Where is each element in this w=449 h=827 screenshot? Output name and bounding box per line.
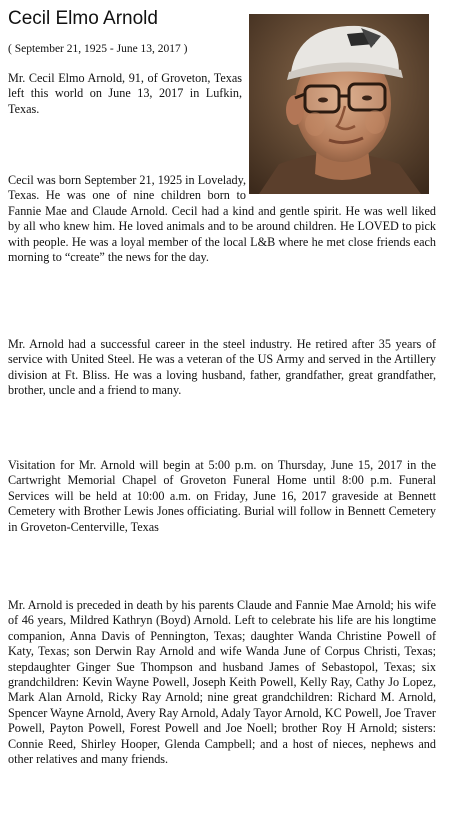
obituary-family-paragraph: Mr. Arnold is preceded in death by his parents Claude and Fannie Mae Arnold; his wife of 46 years, Mildred Kathryn (Boyd) Arnold. Left to celebrate his life are his longtime companion, Anna Davis of Pennington, Texas; daughter Wanda Christine Powell of Katy, Texas; son Derwin Ray Arnold and wife Wanda June of Corpus Christi, Texas; stepdaughter Ginger Sue Thompson and husband James of Sebastopol, Texas; six grandchildren: Kevin Wayne Powell, Joseph Keith Powell, Kelly Ray, Cathy Jo Lopez, Mark Alan Arnold, Ricky Ray Arnold; nine great grandchildren: Richard M. Arnold, Spencer Wayne Arnold, Avery Ray Arnold, Adaly Tayor Arnold, KC Powell, Joe Traver Powell, Payton Powell, Forest Powell and Joe Noell; brother Roy H Arnold; sisters: Connie Reed, Shirley Hooper, Glenda Campbell; and a host of nieces, nephews and other relatives and many friends. (8, 598, 436, 767)
obituary-intro-paragraph: Mr. Cecil Elmo Arnold, 91, of Groveton, Texas left this world on June 13, 2017 in Lufkin, Texas. (8, 71, 242, 116)
obituary-life-paragraph (8, 173, 436, 265)
portrait-photo (249, 14, 429, 194)
portrait-photo-icon (249, 14, 429, 194)
photo-wrap-spacer (246, 173, 436, 201)
obituary-career-paragraph: Mr. Arnold had a successful career in the steel industry. He retired after 35 years of service with United Steel. He was a veteran of the US Army and served in the Artillery division at Ft. Bliss. He was a loving husband, father, grandfather, great grandfather, brother, uncle and a friend to many. (8, 337, 436, 398)
obituary-life-text: Cecil was born September 21, 1925 in Lovelady, Texas. He was one of nine children born to Fannie Mae and Claude Arnold. Cecil had a kind and gentle spirit. He was well liked by all who knew him. He loved animals and to be around children. He LOVED to pick with people. He was a loyal member of the local L&B where he met close friends each morning to “create” the news for the day. (8, 173, 436, 265)
life-dates: ( September 21, 1925 - June 13, 2017 ) (8, 43, 188, 55)
obituary-name: Cecil Elmo Arnold (8, 8, 158, 29)
obituary-services-paragraph: Visitation for Mr. Arnold will begin at 5:00 p.m. on Thursday, June 15, 2017 in the Cartwright Memorial Chapel of Groveton Funeral Home until 8:00 p.m. Funeral Services will be held at 10:00 a.m. on Friday, June 16, 2017 graveside at Bennett Cemetery with Brother Lewis Jones officiating. Burial will follow in Bennett Cemetery in Groveton-Centerville, Texas (8, 458, 436, 534)
